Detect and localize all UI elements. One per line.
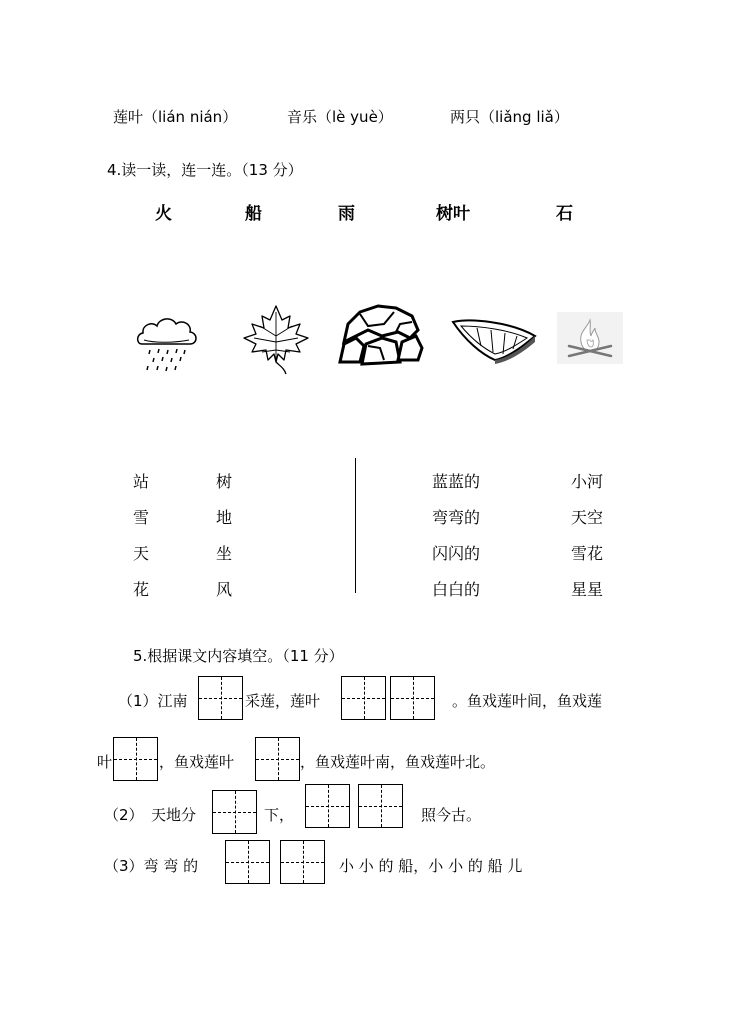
right-col1-item[interactable]: 蓝蓝的 [432, 472, 481, 491]
fill-text: 采莲，莲叶 [245, 692, 321, 710]
tianzige-box[interactable] [225, 840, 270, 884]
right-col2-item[interactable]: 星星 [571, 580, 604, 599]
left-col2-item[interactable]: 树 [216, 472, 233, 491]
rocks-icon[interactable] [338, 302, 424, 368]
match-word-boat[interactable]: 船 [245, 204, 262, 224]
pinyin-item-1 [113, 106, 237, 127]
fill-text: （1）江南 [118, 692, 188, 710]
pinyin-item-2 [287, 106, 393, 127]
fill-text: 小 小 的 船，小 小 的 船 儿 [339, 857, 523, 875]
tianzige-box[interactable] [305, 784, 350, 828]
question-4-title: 4.读一读，连一连。（13 分） [107, 161, 303, 179]
match-word-rain[interactable]: 雨 [338, 204, 355, 224]
maple-leaf-icon[interactable] [240, 302, 312, 376]
pinyin-word: 音乐 [287, 108, 318, 126]
left-col2-item[interactable]: 坐 [216, 544, 233, 563]
pinyin-word: 莲叶 [113, 108, 144, 126]
campfire-icon[interactable] [557, 312, 623, 364]
pinyin-item-3 [450, 106, 569, 127]
tianzige-box[interactable] [390, 676, 435, 720]
fill-text: 叶 [97, 753, 113, 771]
tianzige-box[interactable] [212, 790, 257, 834]
fill-text: 天地分 [151, 806, 197, 824]
left-col1-item[interactable]: 花 [133, 580, 150, 599]
fill-text: 下， [264, 806, 295, 824]
pinyin-options: （liǎng liǎ） [480, 108, 569, 126]
tianzige-box[interactable] [280, 840, 325, 884]
tianzige-box[interactable] [198, 676, 243, 720]
tianzige-box[interactable] [255, 737, 300, 781]
fill-text: ，鱼戏莲叶 [159, 753, 235, 771]
column-divider [355, 458, 356, 593]
left-col1-item[interactable]: 雪 [133, 508, 150, 527]
right-col1-item[interactable]: 闪闪的 [432, 544, 481, 563]
tianzige-box[interactable] [341, 676, 386, 720]
left-col1-item[interactable]: 天 [133, 544, 150, 563]
right-col2-item[interactable]: 小河 [571, 472, 604, 491]
fill-text: （3）弯 弯 的 [104, 857, 199, 875]
tianzige-box[interactable] [358, 784, 403, 828]
fill-text: 照今古。 [421, 806, 482, 824]
left-col2-item[interactable]: 地 [216, 508, 233, 527]
boat-icon[interactable] [451, 314, 537, 364]
tianzige-box[interactable] [113, 737, 158, 781]
match-word-leaf[interactable]: 树叶 [436, 204, 470, 224]
pinyin-options: （lè yuè） [317, 108, 393, 126]
left-col2-item[interactable]: 风 [216, 580, 233, 599]
fill-text: 。鱼戏莲叶间，鱼戏莲 [452, 692, 603, 710]
match-word-stone[interactable]: 石 [556, 204, 573, 224]
left-col1-item[interactable]: 站 [133, 472, 150, 491]
match-word-fire[interactable]: 火 [155, 204, 172, 224]
pinyin-options: （lián nián） [143, 108, 238, 126]
right-col2-item[interactable]: 雪花 [571, 544, 604, 563]
fill-text: ，鱼戏莲叶南，鱼戏莲叶北。 [300, 753, 496, 771]
right-col1-item[interactable]: 弯弯的 [432, 508, 481, 527]
right-col1-item[interactable]: 白白的 [432, 580, 481, 599]
fill-text: （2） [104, 806, 144, 824]
rain-cloud-icon[interactable] [134, 312, 200, 376]
right-col2-item[interactable]: 天空 [571, 508, 604, 527]
pinyin-word: 两只 [450, 108, 481, 126]
question-5-title: 5.根据课文内容填空。（11 分） [133, 647, 344, 665]
